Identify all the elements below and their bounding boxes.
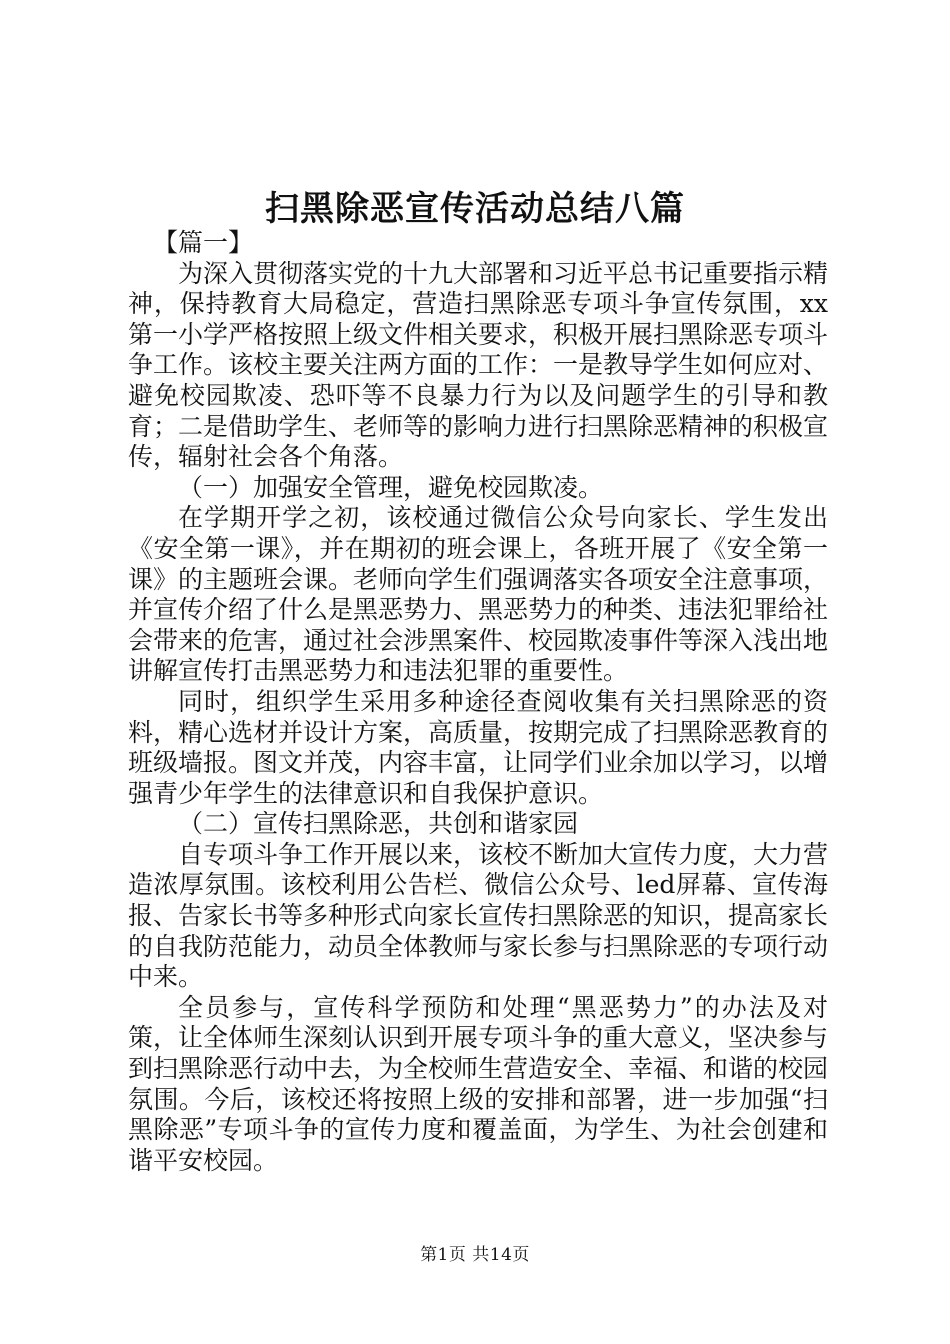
paragraph-intro: 为深入贯彻落实党的十九大部署和习近平总书记重要指示精神，保持教育大局稳定，营造扫黑除恶专项斗争宣传氛围，xx第一小学严格按照上级文件相关要求，积极开展扫黑除恶专项斗争工作。该校主要关注两方面的工作：一是教导学生如何应对、避免校园欺凌、恐吓等不良暴力行为以及问题学生的引导和教育；二是借助学生、老师等的影响力进行扫黑除恶精神的积极宣传，辐射社会各个角落。 <box>128 258 829 472</box>
section-label: 【篇一】 <box>153 228 254 257</box>
subheading-2: （二）宣传扫黑除恶，共创和谐家园 <box>178 809 579 839</box>
paragraph-participation: 全员参与，宣传科学预防和处理“黑恶势力”的办法及对策，让全体师生深刻认识到开展专项斗争的重大意义，坚决参与到扫黑除恶行动中去，为全校师生营造安全、幸福、和谐的校园氛围。今后，该校还将按照上级的安排和部署，进一步加强“扫黑除恶”专项斗争的宣传力度和覆盖面，为学生、为社会创建和谐平安校园。 <box>128 992 829 1175</box>
paragraph-safety-course: 在学期开学之初，该校通过微信公众号向家长、学生发出《安全第一课》，并在期初的班会课上，各班开展了《安全第一课》的主题班会课。老师向学生们强调落实各项安全注意事项，并宣传介绍了什么是黑恶势力、黑恶势力的种类、违法犯罪给社会带来的危害，通过社会涉黑案件、校园欺凌事件等深入浅出地讲解宣传打击黑恶势力和违法犯罪的重要性。 <box>128 503 829 686</box>
document-body <box>128 228 828 1176</box>
document-title: 扫黑除恶宣传活动总结八篇 <box>265 189 685 229</box>
page-footer: 第1页 共14页 <box>420 1245 530 1265</box>
paragraph-publicity: 自专项斗争工作开展以来，该校不断加大宣传力度，大力营造浓厚氛围。该校利用公告栏、微信公众号、led屏幕、宣传海报、告家长书等多种形式向家长宣传扫黑除恶的知识，提高家长的自我防范能力，动员全体教师与家长参与扫黑除恶的专项行动中来。 <box>128 839 829 992</box>
subheading-1: （一）加强安全管理，避免校园欺凌。 <box>178 472 604 502</box>
paragraph-wall-newspaper: 同时，组织学生采用多种途径查阅收集有关扫黑除恶的资料，精心选材并设计方案，高质量，按期完成了扫黑除恶教育的班级墙报。图文并茂，内容丰富，让同学们业余加以学习，以增强青少年学生的法律意识和自我保护意识。 <box>128 686 829 808</box>
